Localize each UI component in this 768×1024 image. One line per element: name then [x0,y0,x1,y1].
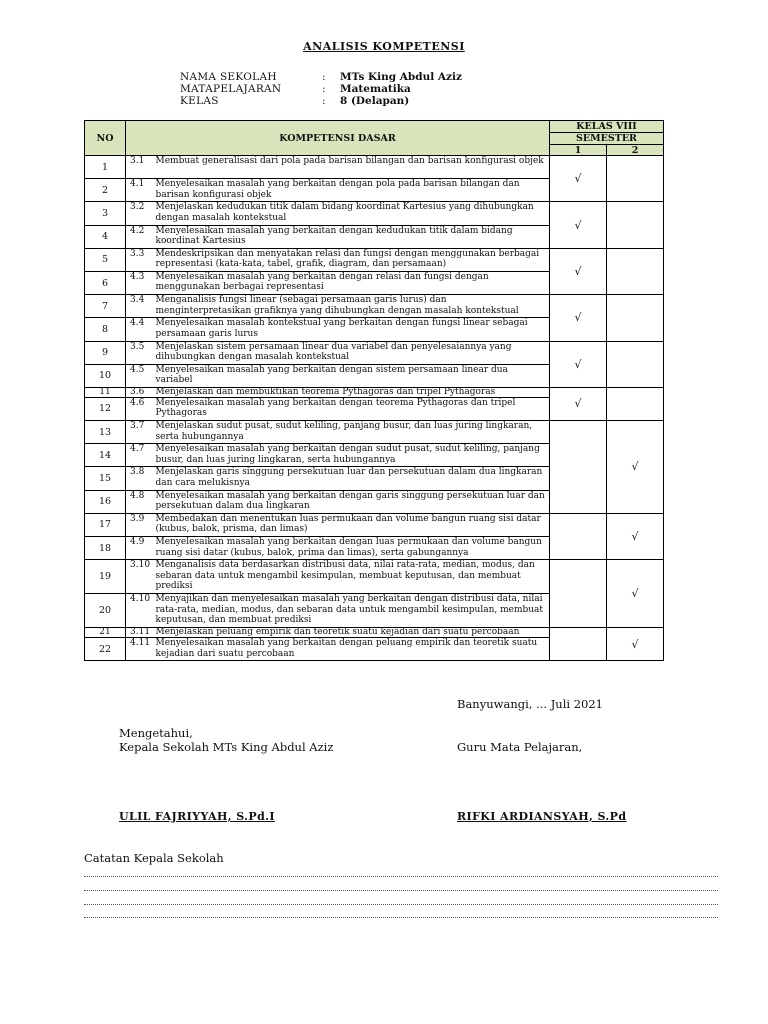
info-label: MATAPELAJARAN [180,83,282,95]
kd-description: Menyelesaikan masalah yang berkaitan dengan garis singgung persekutuan luar dan persekutuan dalam dua lingkaran [156,490,550,513]
empty-cell-semester-1 [550,513,607,559]
row-number: 18 [85,537,126,560]
row-number: 12 [85,397,126,420]
kd-description: Mendeskripsikan dan menyatakan relasi dan fungsi dengan menggunakan berbagai representasi (kata-kata, tabel, grafik, diagram, dan persamaan) [156,248,550,271]
header-semester-1: 1 [550,145,607,156]
check-mark-semester-2: √ [607,421,664,514]
check-mark-semester-2: √ [607,628,664,661]
row-number: 5 [85,248,126,271]
table-row [85,295,664,318]
kd-description: Menyelesaikan masalah yang berkaitan dengan luas permukaan dan volume bangun ruang sisi datar (kubus, balok, prima dan limas), serta gabungannya [156,537,550,560]
row-number: 21 [85,628,126,638]
empty-cell-semester-1 [550,421,607,514]
row-number: 1 [85,156,126,179]
row-number: 13 [85,421,126,444]
header-kelas: KELAS VIII [550,121,664,133]
info-colon: : [322,95,326,107]
info-label: NAMA SEKOLAH [180,71,277,83]
notes-line [84,890,718,892]
check-mark-semester-1: √ [550,156,607,202]
kd-code: 3.3 [126,248,156,271]
row-number: 3 [85,202,126,225]
info-value: 8 (Delapan) [340,95,410,107]
kd-code: 4.7 [126,444,156,467]
empty-cell-semester-2 [607,295,664,341]
kd-description: Menyelesaikan masalah yang berkaitan dengan relasi dan fungsi dengan menggunakan berbagai representasi [156,271,550,294]
row-number: 16 [85,490,126,513]
kd-description: Membedakan dan menentukan luas permukaan dan volume bangun ruang sisi datar (kubus, balok, prisma, dan limas) [156,513,550,536]
notes-line [84,876,718,878]
table-row [85,202,664,225]
kd-code: 3.10 [126,560,156,594]
kd-description: Menjelaskan sistem persamaan linear dua variabel dan penyelesaiannya yang dihubungkan dengan masalah kontekstual [156,341,550,364]
kd-description: Menyelesaikan masalah yang berkaitan dengan sistem persamaan linear dua variabel [156,364,550,387]
kd-description: Menganalisis data berdasarkan distribusi data, nilai rata-rata, median, modus, dan sebaran data untuk mengambil kesimpulan, membuat keputusan, dan membuat prediksi [156,560,550,594]
header-semester: SEMESTER [550,133,664,145]
kd-description: Membuat generalisasi dari pola pada barisan bilangan dan barisan konfigurasi objek [156,156,550,179]
row-number: 20 [85,594,126,628]
kd-description: Menganalisis fungsi linear (sebagai persamaan garis lurus) dan menginterpretasikan grafiknya yang dihubungkan dengan masalah kontekstual [156,295,550,318]
kd-code: 4.11 [126,638,156,661]
kd-description: Menyajikan dan menyelesaikan masalah yang berkaitan dengan distribusi data, nilai rata-rata, median, modus, dan sebaran data untuk mengambil kesimpulan, membuat keputusan, dan membuat prediksi [156,594,550,628]
empty-cell-semester-2 [607,156,664,202]
table-row [85,248,664,271]
kd-code: 4.4 [126,318,156,341]
table-row [85,513,664,536]
row-number: 10 [85,364,126,387]
empty-cell-semester-2 [607,341,664,387]
kd-description: Menyelesaikan masalah yang berkaitan dengan sudut pusat, sudut keliling, panjang busur, dan luas juring lingkaran, serta hubungannya [156,444,550,467]
info-label: KELAS [180,95,219,107]
headmaster-title: Kepala Sekolah MTs King Abdul Aziz [119,740,334,754]
check-mark-semester-1: √ [550,202,607,248]
row-number: 22 [85,638,126,661]
kd-description: Menyelesaikan masalah kontekstual yang berkaitan dengan fungsi linear sebagai persamaan garis lurus [156,318,550,341]
row-number: 9 [85,341,126,364]
empty-cell-semester-2 [607,387,664,420]
empty-cell-semester-2 [607,202,664,248]
header-semester-2: 2 [607,145,664,156]
kd-description: Menjelaskan kedudukan titik dalam bidang koordinat Kartesius yang dihubungkan dengan masalah kontekstual [156,202,550,225]
row-number: 11 [85,387,126,397]
table-row [85,341,664,364]
kd-code: 3.1 [126,156,156,179]
check-mark-semester-1: √ [550,248,607,294]
header-no: NO [85,121,126,156]
table-row [85,560,664,594]
check-mark-semester-1: √ [550,341,607,387]
table-row [85,387,664,397]
headmaster-name: ULIL FAJRIYYAH, S.Pd.I [119,810,275,823]
kd-description: Menyelesaikan masalah yang berkaitan dengan peluang empirik dan teoretik suatu kejadian dari suatu percobaan [156,638,550,661]
kd-code: 4.1 [126,179,156,202]
kd-description: Menyelesaikan masalah yang berkaitan dengan teorema Pythagoras dan tripel Pythagoras [156,397,550,420]
kd-description: Menjelaskan peluang empirik dan teoretik suatu kejadian dari suatu percobaan [156,628,550,638]
row-number: 7 [85,295,126,318]
info-colon: : [322,71,326,83]
kd-code: 4.9 [126,537,156,560]
check-mark-semester-1: √ [550,295,607,341]
kd-description: Menyelesaikan masalah yang berkaitan dengan pola pada barisan bilangan dan barisan konfigurasi objek [156,179,550,202]
notes-line [84,904,718,906]
kd-code: 3.7 [126,421,156,444]
row-number: 4 [85,225,126,248]
row-number: 17 [85,513,126,536]
row-number: 14 [85,444,126,467]
kd-code: 4.5 [126,364,156,387]
kd-description: Menyelesaikan masalah yang berkaitan dengan kedudukan titik dalam bidang koordinat Kartesius [156,225,550,248]
kd-description: Menjelaskan dan membuktikan teorema Pythagoras dan tripel Pythagoras [156,387,550,397]
kd-code: 3.2 [126,202,156,225]
teacher-title: Guru Mata Pelajaran, [457,740,583,754]
row-number: 6 [85,271,126,294]
kd-code: 3.9 [126,513,156,536]
kd-description: Menjelaskan garis singgung persekutuan luar dan persekutuan dalam dua lingkaran dan cara melukisnya [156,467,550,490]
row-number: 2 [85,179,126,202]
kd-code: 4.8 [126,490,156,513]
competency-table [84,120,664,661]
mengetahui-label: Mengetahui, [119,726,193,740]
info-colon: : [322,83,326,95]
kd-code: 3.5 [126,341,156,364]
document-title: ANALISIS KOMPETENSI [303,40,465,53]
check-mark-semester-2: √ [607,513,664,559]
empty-cell-semester-2 [607,248,664,294]
kd-code: 3.4 [126,295,156,318]
row-number: 19 [85,560,126,594]
kd-code: 4.3 [126,271,156,294]
notes-line [84,917,718,919]
kd-code: 3.6 [126,387,156,397]
teacher-name: RIFKI ARDIANSYAH, S.Pd [457,810,627,823]
info-value: Matematika [340,83,411,95]
table-row [85,156,664,179]
info-value: MTs King Abdul Aziz [340,71,462,83]
notes-label: Catatan Kepala Sekolah [84,851,224,865]
table-row [85,421,664,444]
kd-code: 4.10 [126,594,156,628]
empty-cell-semester-1 [550,560,607,628]
kd-description: Menjelaskan sudut pusat, sudut keliling, panjang busur, dan luas juring lingkaran, serta hubungannya [156,421,550,444]
row-number: 15 [85,467,126,490]
kd-code: 4.2 [126,225,156,248]
row-number: 8 [85,318,126,341]
kd-code: 3.8 [126,467,156,490]
empty-cell-semester-1 [550,628,607,661]
check-mark-semester-2: √ [607,560,664,628]
place-date: Banyuwangi, ... Juli 2021 [457,697,603,711]
check-mark-semester-1: √ [550,387,607,420]
header-kompetensi-dasar: KOMPETENSI DASAR [126,121,550,156]
kd-code: 4.6 [126,397,156,420]
table-row [85,628,664,638]
kd-code: 3.11 [126,628,156,638]
